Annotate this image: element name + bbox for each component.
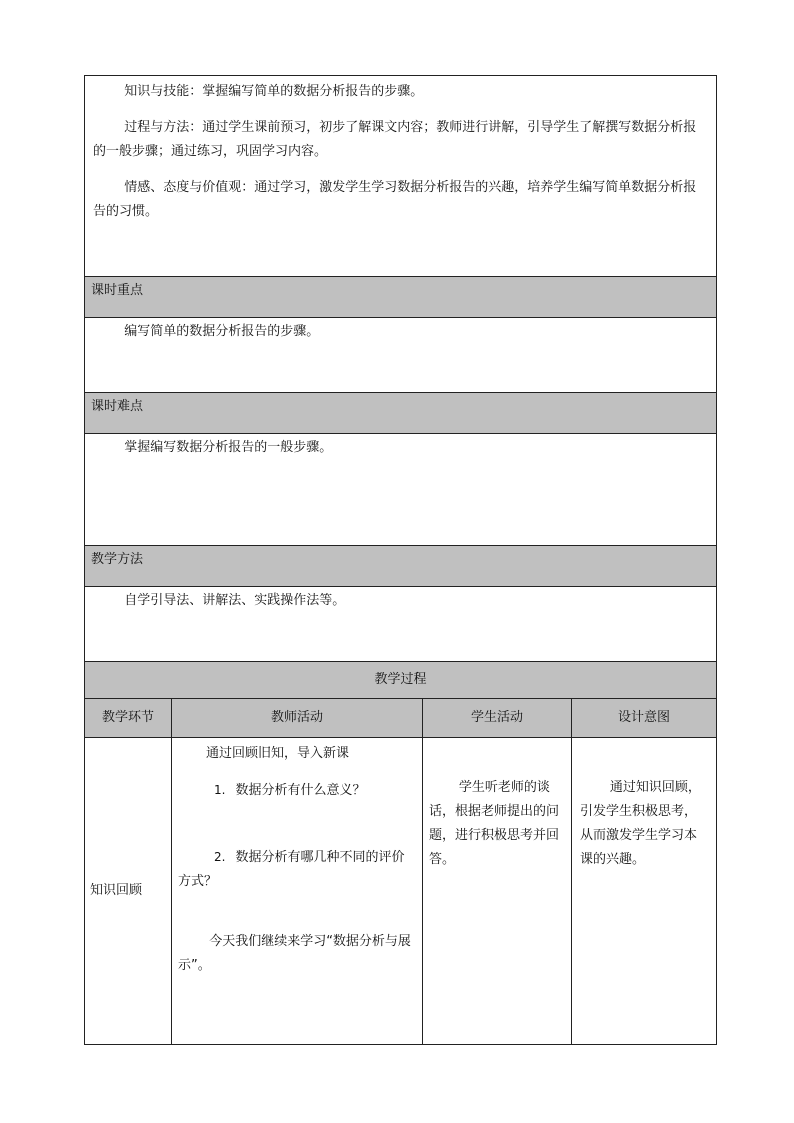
design-intent: 通过知识回顾，引发学生积极思考，从而激发学生学习本课的兴趣。 [580,780,701,867]
objective-emotion: 情感、态度与价值观：通过学习，激发学生学习数据分析报告的兴趣，培养学生编写简单数据分析报告的习惯。 [93,180,697,219]
teacher-closing: 今天我们继续来学习“数据分析与展示”。 [178,934,411,973]
phase-name: 知识回顾 [85,738,172,1045]
process-row [85,738,717,1045]
method-content-cell [85,587,717,662]
question-2-text: 数据分析有哪几种不同的评价方式？ [178,850,405,889]
header-student: 学生活动 [423,699,572,738]
question-2-number: 2. [214,850,226,864]
teacher-question-1 [178,778,416,803]
key-point-label: 课时重点 [85,277,717,318]
objectives-cell [85,76,717,277]
process-column-headers [85,699,717,738]
student-activity-cell [423,738,572,1045]
header-phase: 教学环节 [85,699,172,738]
difficulty-label: 课时难点 [85,393,717,434]
teacher-activity-cell [172,738,423,1045]
process-title: 教学过程 [85,662,717,699]
process-title-row [85,662,717,699]
key-point-content-cell [85,318,717,393]
objective-knowledge: 知识与技能：掌握编写简单的数据分析报告的步骤。 [124,84,424,99]
difficulty-content-cell [85,434,717,546]
header-intent: 设计意图 [572,699,717,738]
lesson-plan-table [84,75,717,1045]
objective-process: 过程与方法：通过学生课前预习，初步了解课文内容；教师进行讲解，引导学生了解撰写数据分析报的一般步骤；通过练习，巩固学习内容。 [93,120,697,159]
teacher-question-2 [178,845,416,894]
difficulty-body-row [85,434,717,546]
teacher-intro: 通过回顾旧知，导入新课 [206,746,350,761]
student-activity: 学生听老师的谈话，根据老师提出的问题，进行积极思考并回答。 [429,780,560,867]
method-body-row [85,587,717,662]
method-content: 自学引导法、讲解法、实践操作法等。 [124,593,346,608]
key-point-content: 编写简单的数据分析报告的步骤。 [124,324,320,339]
question-1-text: 数据分析有什么意义？ [235,783,366,798]
header-teacher: 教师活动 [172,699,423,738]
lesson-plan-page [84,75,716,1045]
key-point-header-row [85,277,717,318]
method-header-row [85,546,717,587]
question-1-number: 1. [214,783,226,797]
key-point-body-row [85,318,717,393]
design-intent-cell [572,738,717,1045]
method-label: 教学方法 [85,546,717,587]
difficulty-content: 掌握编写数据分析报告的一般步骤。 [124,440,333,455]
difficulty-header-row [85,393,717,434]
objectives-row [85,76,717,277]
